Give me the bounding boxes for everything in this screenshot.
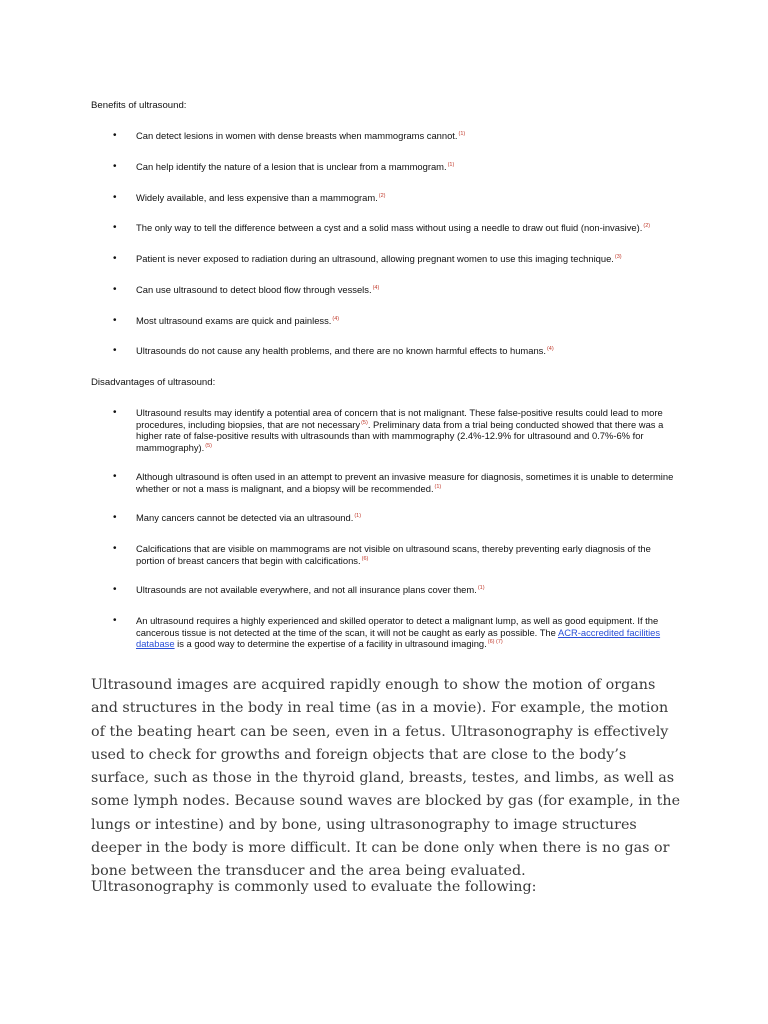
reference-marker: (2) (643, 223, 651, 229)
list-item-text: An ultrasound requires a highly experienced and skilled operator to detect a malignant lump, as well as good equipment. If the cancerous tissue is not detected at the time of the scan, it will not be caught as early as possible. The ACR-accredited facilities database is a good way to determine the expertise of a facility in ultrasound imaging.$^{(6) (7)}$ (136, 615, 661, 650)
reference-marker: (5) (205, 442, 212, 449)
benefits-heading: Benefits of ultrasound: (91, 100, 187, 111)
bullet-icon: • (113, 543, 117, 554)
list-item-text: Patient is never exposed to radiation during an ultrasound, allowing pregnant women to use this imaging technique.$^{(3)}$ (136, 253, 622, 264)
bullet-icon: • (113, 161, 117, 172)
bullet-icon: • (113, 584, 117, 595)
list-item-text: Most ultrasound exams are quick and painless.$^{(4)}$ (136, 315, 340, 326)
list-item-text: Widely available, and less expensive than a mammogram.$^{(2)}$ (136, 192, 386, 203)
list-item-text: Ultrasounds do not cause any health problems, and there are no known harmful effects to humans.$^{(4)}$ (136, 345, 554, 356)
bullet-icon: • (113, 222, 117, 233)
list-item-text: Can use ultrasound to detect blood flow through vessels.$^{(4)}$ (136, 284, 380, 295)
reference-marker: (5) (361, 419, 368, 426)
reference-marker: (4) (332, 316, 340, 322)
reference-marker: (1) (477, 585, 485, 591)
bullet-icon: • (113, 284, 117, 295)
reference-marker: (4) (546, 346, 554, 352)
list-item-text: Many cancers cannot be detected via an ultrasound.$^{(1)}$ (136, 512, 362, 523)
list-item-text: Ultrasound results may identify a potential area of concern that is not malignant. These false-positive results could lead to more procedures, including biopsies, that are not necessary$^{(5)}$. Preliminary data from a trial being conducted showed that there was a higher rate of false-positive results with ultrasounds than with mammography (2.4%-12.9% for ultrasound and 0.7%-6% for mammography).$^{(5)}$ (136, 407, 664, 453)
reference-marker: (1) (458, 131, 466, 137)
bullet-icon: • (113, 253, 117, 264)
bullet-icon: • (113, 345, 117, 356)
list-item-text: Although ultrasound is often used in an attempt to prevent an invasive measure for diagnosis, sometimes it is unable to determine whether or not a mass is malignant, and a biopsy will be recommended.$^{(1)}$ (136, 471, 674, 494)
bullet-icon: • (113, 192, 117, 203)
reference-marker: (1) (447, 162, 455, 168)
list-item-text: The only way to tell the difference between a cyst and a solid mass without using a needle to draw out fluid (non-invasive).$^{(2)}$ (136, 222, 651, 233)
bullet-icon: • (113, 315, 117, 326)
reference-marker: (4) (372, 285, 380, 291)
bullet-icon: • (113, 615, 117, 626)
reference-marker: (6) (361, 555, 369, 562)
reference-marker: (6) (7) (487, 639, 503, 646)
reference-marker: (3) (614, 254, 622, 260)
reference-marker: (1) (434, 483, 442, 490)
list-item-text: Calcifications that are visible on mammograms are not visible on ultrasound scans, thereby preventing early diagnosis of the portion of breast cancers that begin with calcifications.$^{(6)}$ (136, 543, 651, 566)
disadvantages-heading: Disadvantages of ultrasound: (91, 377, 216, 388)
list-item-text: Can help identify the nature of a lesion that is unclear from a mammogram.$^{(1)}$ (136, 161, 455, 172)
reference-marker: (2) (378, 193, 386, 199)
bullet-icon: • (113, 407, 117, 418)
reference-marker: (1) (354, 513, 362, 519)
list-item-text: Can detect lesions in women with dense breasts when mammograms cannot.$^{(1)}$ (136, 130, 466, 141)
acr-facilities-database-link[interactable]: ACR-accredited facilities database (136, 626, 661, 650)
body-paragraph: Ultrasound images are acquired rapidly enough to show the motion of organs and structures in the body in real time (as in a movie). For example, the motion of the beating heart can be seen, even in a fetus. Ultrasonography is effectively used to check for growths and foreign objects that are close to the body’s surface, such as those in the thyroid gland, breasts, testes, and limbs, as well as some lymph nodes. Because sound waves are blocked by gas (for example, in the lungs or intestine) and by bone, using ultrasonography to image structures deeper in the body is more difficult. It can be done only when there is no gas or bone between the transducer and the area being evaluated. (91, 677, 681, 880)
bullet-icon: • (113, 471, 117, 482)
bullet-icon: • (113, 130, 117, 141)
bullet-icon: • (113, 512, 117, 523)
body-paragraph-intro: Ultrasonography is commonly used to evaluate the following: (91, 879, 537, 895)
list-item-text: Ultrasounds are not available everywhere, and not all insurance plans cover them.$^{(1)}$ (136, 584, 485, 595)
